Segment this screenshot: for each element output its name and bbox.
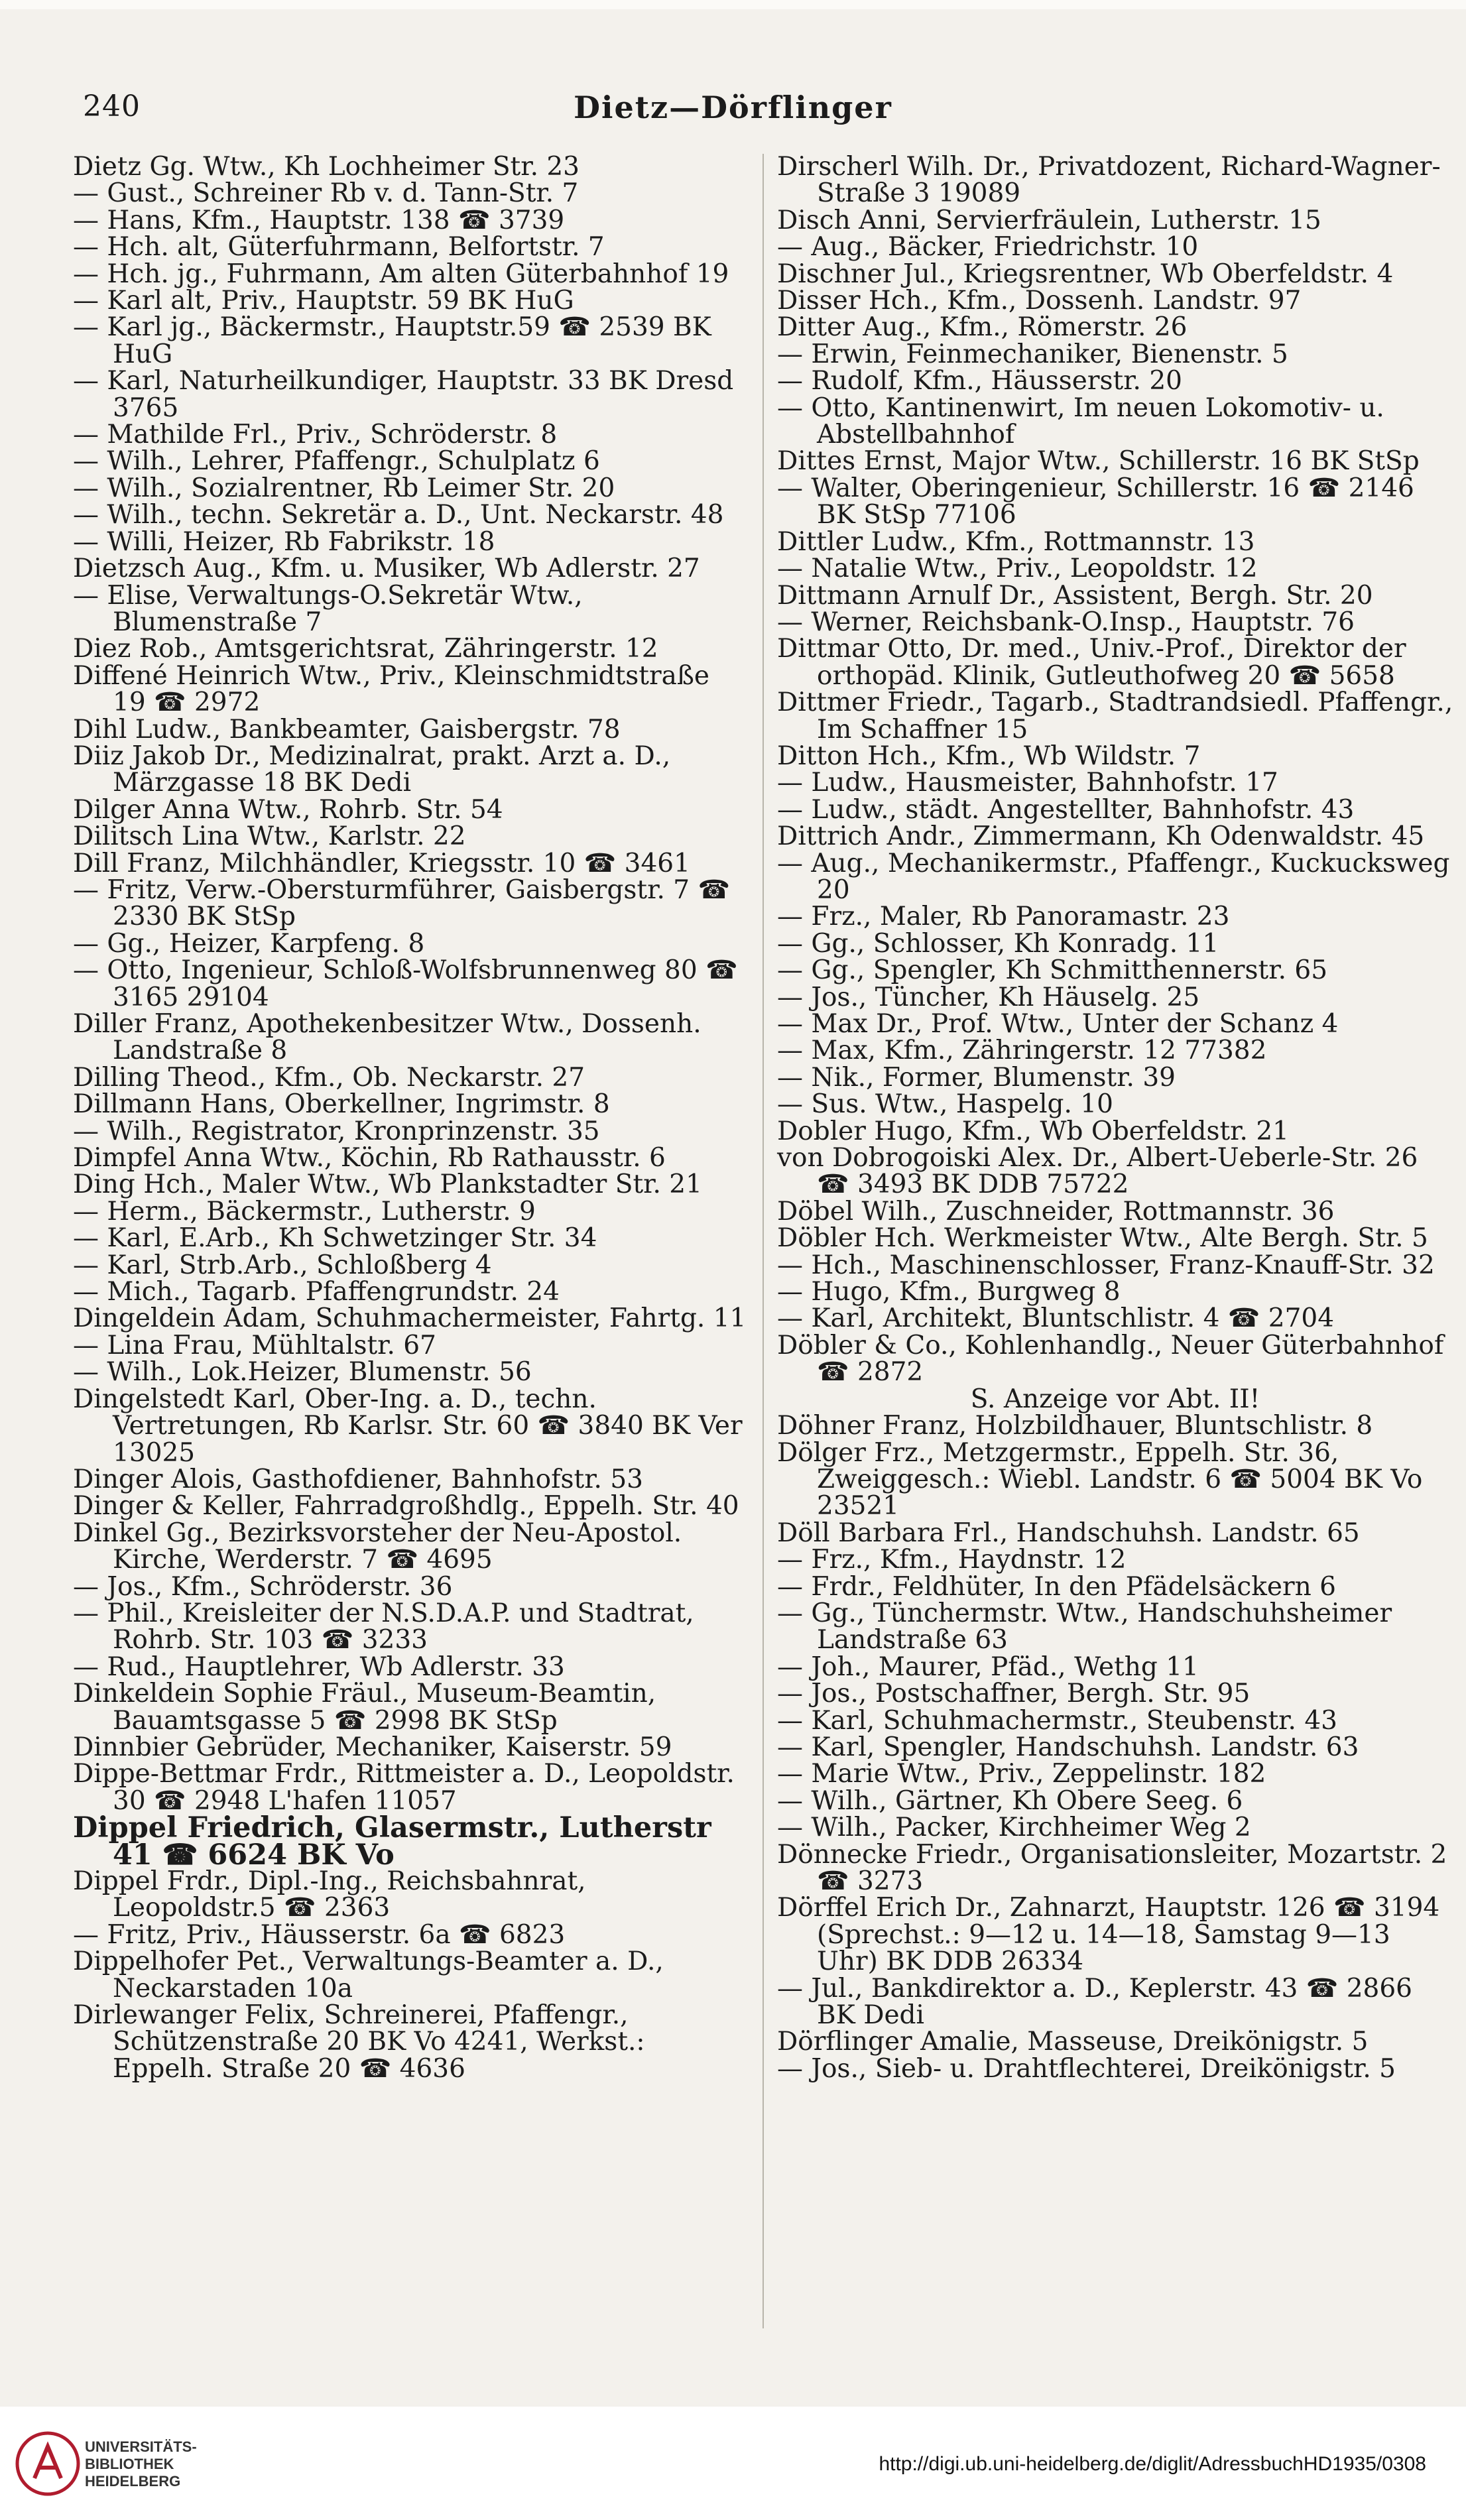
directory-entry: Döbel Wilh., Zuschneider, Rottmannstr. 36	[777, 1196, 1335, 1227]
directory-entry: — Jos., Kfm., Schröderstr. 36	[73, 1571, 453, 1602]
directory-entry: — Walter, Oberingenieur, Schillerstr. 16 ☎ 2146 BK StSp 77106	[777, 473, 1414, 530]
directory-entry: Dihl Ludw., Bankbeamter, Gaisbergstr. 78	[73, 714, 621, 745]
directory-entry: Dittler Ludw., Kfm., Rottmannstr. 13	[777, 526, 1255, 557]
directory-entry: — Hch., Maschinenschlosser, Franz-Knauff-Str. 32	[777, 1250, 1435, 1280]
directory-entry: — Lina Frau, Mühltalstr. 67	[73, 1330, 436, 1360]
directory-entry: — Ludw., städt. Angestellter, Bahnhofstr. 43	[777, 794, 1355, 825]
directory-entry: Döhner Franz, Holzbildhauer, Bluntschlistr. 8	[777, 1411, 1373, 1441]
directory-entry: Dittrich Andr., Zimmermann, Kh Odenwaldstr. 45	[777, 821, 1425, 852]
directory-entry: — Wilh., Lok.Heizer, Blumenstr. 56	[73, 1357, 532, 1388]
directory-entry: — Joh., Maurer, Pfäd., Wethg 11	[777, 1651, 1199, 1682]
library-logo-text	[85, 2438, 197, 2490]
directory-entry: Dörflinger Amalie, Masseuse, Dreikönigstr. 5	[777, 2027, 1369, 2057]
directory-entry: Disch Anni, Servierfräulein, Lutherstr. 15	[777, 205, 1321, 235]
directory-entry: — Mathilde Frl., Priv., Schröderstr. 8	[73, 420, 558, 450]
directory-entry: — Aug., Bäcker, Friedrichstr. 10	[777, 232, 1199, 263]
page-number: 240	[83, 90, 141, 123]
directory-entry: — Max, Kfm., Zähringerstr. 12 77382	[777, 1036, 1267, 1066]
directory-entry: Dilitsch Lina Wtw., Karlstr. 22	[73, 821, 466, 852]
directory-entry: Dilger Anna Wtw., Rohrb. Str. 54	[73, 794, 503, 825]
university-seal-icon	[15, 2430, 81, 2497]
directory-entry: — Frz., Kfm., Haydnstr. 12	[777, 1545, 1127, 1575]
directory-entry: — Karl, Strb.Arb., Schloßberg 4	[73, 1250, 492, 1280]
directory-entry: — Ludw., Hausmeister, Bahnhofstr. 17	[777, 768, 1278, 798]
directory-entry: — Elise, Verwaltungs-O.Sekretär Wtw., Blumenstraße 7	[73, 580, 583, 637]
directory-entry: Dischner Jul., Kriegsrentner, Wb Oberfeldstr. 4	[777, 259, 1394, 289]
logo-line: HEIDELBERG	[85, 2473, 181, 2490]
directory-entry: Dill Franz, Milchhändler, Kriegsstr. 10 ☎ 3461	[73, 848, 690, 878]
directory-entry: — Wilh., Lehrer, Pfaffengr., Schulplatz 6	[73, 446, 600, 477]
source-url-link[interactable]: http://digi.ub.uni-heidelberg.de/diglit/AdressbuchHD1935/0308	[879, 2453, 1426, 2475]
directory-entry: Döbler & Co., Kohlenhandlg., Neuer Güterbahnhof ☎ 2872	[777, 1330, 1444, 1388]
directory-entry: Dillmann Hans, Oberkellner, Ingrimstr. 8	[73, 1089, 610, 1120]
directory-entry: Dinnbier Gebrüder, Mechaniker, Kaiserstr. 59	[73, 1732, 672, 1762]
directory-entry: — Willi, Heizer, Rb Fabrikstr. 18	[73, 526, 495, 557]
directory-entry: Dittmer Friedr., Tagarb., Stadtrandsiedl. Pfaffengr., Im Schaffner 15	[777, 688, 1453, 745]
directory-entry: Dilling Theod., Kfm., Ob. Neckarstr. 27	[73, 1062, 585, 1093]
directory-entry: Dönnecke Friedr., Organisationsleiter, Mozartstr. 2 ☎ 3273	[777, 1839, 1447, 1896]
directory-entry: — Natalie Wtw., Priv., Leopoldstr. 12	[777, 554, 1258, 584]
footer	[0, 2407, 1466, 2520]
directory-entry: — Fritz, Priv., Häusserstr. 6a ☎ 6823	[73, 1919, 566, 1950]
directory-entry: — Werner, Reichsbank-O.Insp., Hauptstr. 76	[777, 607, 1355, 637]
directory-entry: von Dobrogoiski Alex. Dr., Albert-Ueberle-Str. 26 ☎ 3493 BK DDB 75722	[777, 1143, 1418, 1200]
directory-entry: Dölger Frz., Metzgermstr., Eppelh. Str. 36, Zweiggesch.: Wiebl. Landstr. 6 ☎ 5004 BK Vo 23521	[777, 1437, 1423, 1522]
directory-entry: — Fritz, Verw.-Obersturmführer, Gaisbergstr. 7 ☎ 2330 BK StSp	[73, 874, 731, 932]
directory-entry: — Mich., Tagarb. Pfaffengrundstr. 24	[73, 1277, 560, 1307]
directory-entry: — Erwin, Feinmechaniker, Bienenstr. 5	[777, 339, 1288, 369]
directory-entry: Dippel Friedrich, Glasermstr., Lutherstr 41 ☎ 6624 BK Vo	[73, 1811, 711, 1872]
directory-entry: Dimpfel Anna Wtw., Köchin, Rb Rathausstr. 6	[73, 1143, 666, 1173]
directory-entry: — Karl jg., Bäckermstr., Hauptstr.59 ☎ 2539 BK HuG	[73, 312, 711, 369]
directory-entry: — Karl alt, Priv., Hauptstr. 59 BK HuG	[73, 286, 574, 316]
logo-line: BIBLIOTHEK	[85, 2456, 174, 2472]
directory-entry: — Jul., Bankdirektor a. D., Keplerstr. 43 ☎ 2866 BK Dedi	[777, 1973, 1412, 2031]
directory-entry: Dittes Ernst, Major Wtw., Schillerstr. 16 BK StSp	[777, 446, 1420, 477]
directory-entry: — Frz., Maler, Rb Panoramastr. 23	[777, 902, 1230, 932]
directory-entry: — Wilh., Packer, Kirchheimer Weg 2	[777, 1813, 1251, 1843]
directory-entry: — Karl, Architekt, Bluntschlistr. 4 ☎ 2704	[777, 1303, 1335, 1334]
directory-entry: — Sus. Wtw., Haspelg. 10	[777, 1089, 1113, 1120]
directory-entry: — Wilh., Gärtner, Kh Obere Seeg. 6	[777, 1785, 1243, 1816]
column-divider	[763, 154, 764, 2328]
directory-entry: — Hugo, Kfm., Burgweg 8	[777, 1277, 1121, 1307]
directory-entry: Dinkeldein Sophie Fräul., Museum-Beamtin, Bauamtsgasse 5 ☎ 2998 BK StSp	[73, 1679, 656, 1736]
directory-entry: Dippelhofer Pet., Verwaltungs-Beamter a. D., Neckarstaden 10a	[73, 1947, 664, 2004]
directory-entry: Diez Rob., Amtsgerichtsrat, Zähringerstr. 12	[73, 634, 658, 664]
directory-entry: — Jos., Tüncher, Kh Häuselg. 25	[777, 982, 1200, 1012]
directory-entry: Dingelstedt Karl, Ober-Ing. a. D., techn. Vertretungen, Rb Karlsr. Str. 60 ☎ 3840 BK Ver 13025	[73, 1384, 743, 1468]
directory-entry: — Hch. jg., Fuhrmann, Am alten Güterbahnhof 19	[73, 259, 729, 289]
directory-entry: Dinger & Keller, Fahrradgroßhdlg., Eppelh. Str. 40	[73, 1491, 739, 1522]
directory-entry: — Gg., Heizer, Karpfeng. 8	[73, 928, 425, 959]
directory-entry: — Phil., Kreisleiter der N.S.D.A.P. und Stadtrat, Rohrb. Str. 103 ☎ 3233	[73, 1598, 694, 1655]
directory-entry: Dinger Alois, Gasthofdiener, Bahnhofstr. 53	[73, 1464, 643, 1494]
directory-entry: — Wilh., techn. Sekretär a. D., Unt. Neckarstr. 48	[73, 500, 724, 530]
directory-entry: Dingeldein Adam, Schuhmachermeister, Fahrtg. 11	[73, 1303, 747, 1334]
directory-entry: Disser Hch., Kfm., Dossenh. Landstr. 97	[777, 286, 1302, 316]
directory-entry: — Herm., Bäckermstr., Lutherstr. 9	[73, 1196, 536, 1227]
directory-entry: Dobler Hugo, Kfm., Wb Oberfeldstr. 21	[777, 1116, 1289, 1146]
directory-entry: Döll Barbara Frl., Handschuhsh. Landstr. 65	[777, 1518, 1360, 1548]
right-column	[777, 154, 1453, 2082]
directory-entry: — Wilh., Sozialrentner, Rb Leimer Str. 20	[73, 473, 615, 503]
cross-reference-note: S. Anzeige vor Abt. II!	[970, 1384, 1260, 1414]
directory-entry: — Rudolf, Kfm., Häusserstr. 20	[777, 366, 1182, 396]
directory-entry: — Karl, Spengler, Handschuhsh. Landstr. 63	[777, 1732, 1359, 1762]
directory-entry: — Jos., Postschaffner, Bergh. Str. 95	[777, 1679, 1251, 1709]
directory-entry: Döbler Hch. Werkmeister Wtw., Alte Bergh. Str. 5	[777, 1223, 1428, 1254]
running-head: Dietz—Dörflinger	[574, 90, 892, 125]
directory-entry: — Jos., Sieb- u. Drahtflechterei, Dreikönigstr. 5	[777, 2053, 1396, 2084]
directory-entry: Diller Franz, Apothekenbesitzer Wtw., Dossenh. Landstraße 8	[73, 1009, 702, 1066]
directory-entry: Dippel Frdr., Dipl.-Ing., Reichsbahnrat, Leopoldstr.5 ☎ 2363	[73, 1866, 586, 1923]
directory-entry: Diiz Jakob Dr., Medizinalrat, prakt. Arzt a. D., Märzgasse 18 BK Dedi	[73, 741, 671, 798]
directory-entry: Dörffel Erich Dr., Zahnarzt, Hauptstr. 126 ☎ 3194 (Sprechst.: 9—12 u. 14—18, Samstag 9—13 Uhr) BK DDB 26334	[777, 1893, 1440, 1977]
directory-entry: — Nik., Former, Blumenstr. 39	[777, 1062, 1176, 1093]
directory-entry: Dietz Gg. Wtw., Kh Lochheimer Str. 23	[73, 152, 580, 182]
directory-entry: — Hch. alt, Güterfuhrmann, Belfortstr. 7	[73, 232, 605, 263]
directory-entry: — Frdr., Feldhüter, In den Pfädelsäckern 6	[777, 1571, 1336, 1602]
directory-entry: Dirlewanger Felix, Schreinerei, Pfaffengr., Schützenstraße 20 BK Vo 4241, Werkst.: Eppelh. Straße 20 ☎ 4636	[73, 2000, 645, 2084]
directory-entry: Dirscherl Wilh. Dr., Privatdozent, Richard-Wagner-Straße 3 19089	[777, 152, 1441, 209]
directory-entry: — Karl, Schuhmachermstr., Steubenstr. 43	[777, 1705, 1337, 1736]
directory-entry: — Wilh., Registrator, Kronprinzenstr. 35	[73, 1116, 600, 1146]
directory-entry: Dippe-Bettmar Frdr., Rittmeister a. D., Leopoldstr. 30 ☎ 2948 L'hafen 11057	[73, 1759, 735, 1816]
directory-entry: — Gust., Schreiner Rb v. d. Tann-Str. 7	[73, 178, 579, 209]
scan-edge	[0, 0, 1466, 9]
directory-entry: Diffené Heinrich Wtw., Priv., Kleinschmidtstraße 19 ☎ 2972	[73, 660, 709, 718]
directory-entry: Dietzsch Aug., Kfm. u. Musiker, Wb Adlerstr. 27	[73, 554, 700, 584]
directory-entry: — Marie Wtw., Priv., Zeppelinstr. 182	[777, 1759, 1266, 1789]
directory-entry: — Otto, Ingenieur, Schloß-Wolfsbrunnenweg 80 ☎ 3165 29104	[73, 955, 738, 1012]
left-column	[73, 154, 749, 2082]
directory-entry: — Rud., Hauptlehrer, Wb Adlerstr. 33	[73, 1651, 565, 1682]
directory-entry: Ditter Aug., Kfm., Römerstr. 26	[777, 312, 1188, 343]
directory-entry: — Aug., Mechanikermstr., Pfaffengr., Kuckucksweg 20	[777, 848, 1450, 905]
directory-entry: Dinkel Gg., Bezirksvorsteher der Neu-Apostol. Kirche, Werderstr. 7 ☎ 4695	[73, 1518, 682, 1575]
directory-entry: — Max Dr., Prof. Wtw., Unter der Schanz 4	[777, 1009, 1339, 1039]
directory-entry: Ding Hch., Maler Wtw., Wb Plankstadter Str. 21	[73, 1170, 702, 1200]
directory-entry: — Karl, E.Arb., Kh Schwetzinger Str. 34	[73, 1223, 597, 1254]
directory-entry: — Gg., Tünchermstr. Wtw., Handschuhsheimer Landstraße 63	[777, 1598, 1392, 1655]
logo-line: UNIVERSITÄTS-	[85, 2438, 197, 2455]
directory-entry: — Gg., Spengler, Kh Schmitthennerstr. 65	[777, 955, 1328, 986]
directory-entry: Ditton Hch., Kfm., Wb Wildstr. 7	[777, 741, 1201, 771]
directory-entry: — Karl, Naturheilkundiger, Hauptstr. 33 BK Dresd 3765	[73, 366, 734, 423]
directory-entry: — Otto, Kantinenwirt, Im neuen Lokomotiv- u. Abstellbahnhof	[777, 392, 1384, 450]
directory-entry: Dittmann Arnulf Dr., Assistent, Bergh. Str. 20	[777, 580, 1373, 611]
directory-entry: — Gg., Schlosser, Kh Konradg. 11	[777, 928, 1219, 959]
directory-entry: — Hans, Kfm., Hauptstr. 138 ☎ 3739	[73, 205, 565, 235]
directory-entry: Dittmar Otto, Dr. med., Univ.-Prof., Direktor der orthopäd. Klinik, Gutleuthofweg 20 ☎ 5658	[777, 634, 1406, 691]
